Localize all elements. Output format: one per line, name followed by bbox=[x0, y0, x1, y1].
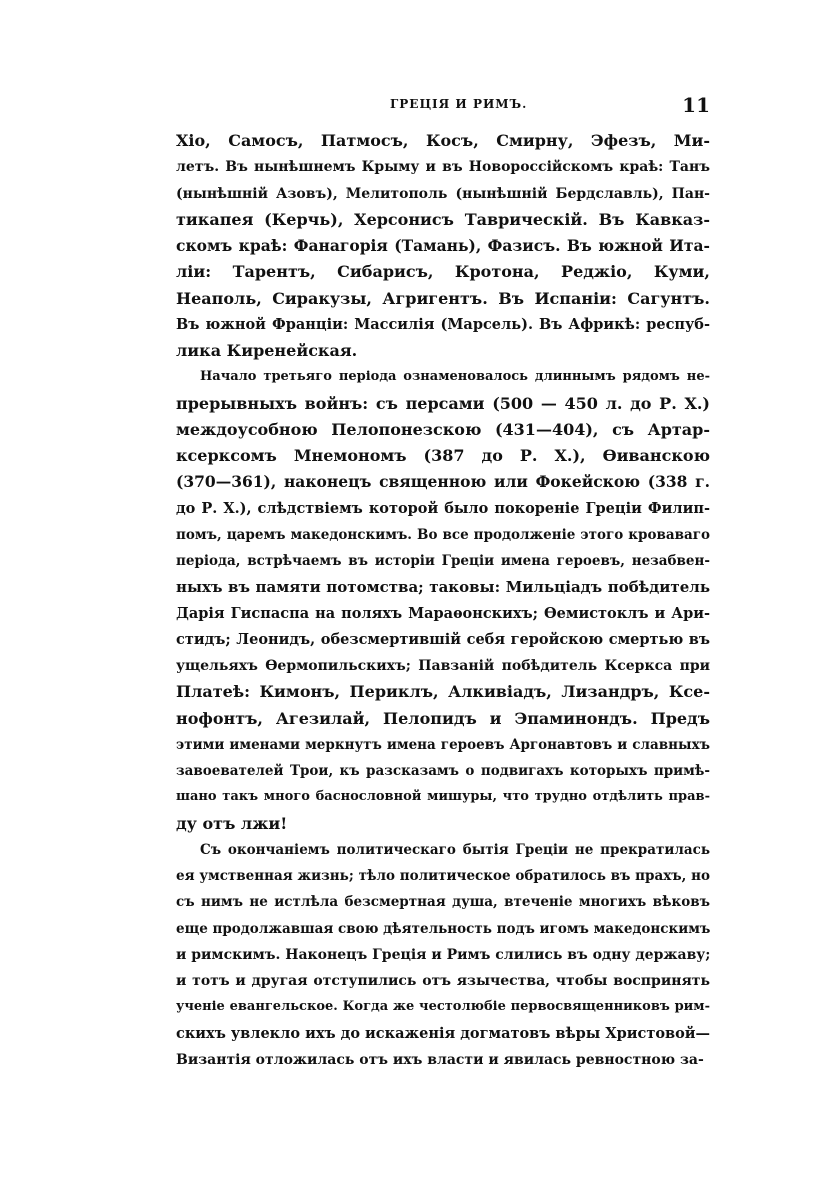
text-line: (нынѣшній Азовъ), Мелитополь (нынѣшній Бердславль), Пан- bbox=[176, 185, 710, 202]
text-line: прерывныхъ войнъ: съ персами (500 — 450 л. до Р. Х.) bbox=[176, 393, 710, 413]
text-line: летъ. Въ нынѣшнемъ Крыму и въ Новороссійскомъ краѣ: Танъ bbox=[176, 159, 710, 176]
paragraph bbox=[176, 128, 710, 364]
paragraph bbox=[176, 364, 710, 837]
text-line: нофонтъ, Агезилай, Пелопидъ и Эпаминондъ. Предъ bbox=[176, 708, 710, 728]
text-line: этими именами меркнутъ имена героевъ Аргонавтовъ и славныхъ bbox=[176, 736, 710, 753]
text-line: ду отъ лжи! bbox=[176, 813, 288, 833]
running-head bbox=[390, 93, 710, 119]
text-line: стидъ; Леонидъ, обезсмертившій себя геройскою смертью въ bbox=[176, 630, 710, 648]
text-line: Хіо, Самосъ, Патмосъ, Косъ, Смирну, Эфезъ, Ми- bbox=[176, 131, 710, 150]
text-line: и римскимъ. Наконецъ Греція и Римъ слились въ одну державу; bbox=[176, 946, 710, 963]
text-line: завоевателей Трои, къ разсказамъ о подвигахъ которыхъ примѣ- bbox=[176, 763, 710, 779]
text-line: скихъ увлекло ихъ до искаженія догматовъ вѣры Христовой— bbox=[176, 1024, 710, 1042]
running-title: ГРЕЦІЯ И РИМЪ. bbox=[390, 97, 528, 111]
text-line: ксерксомъ Мнемономъ (387 до Р. Х.), Ѳиванскою bbox=[176, 446, 710, 465]
text-line: ныхъ въ памяти потомства; таковы: Мильціадъ побѣдитель bbox=[176, 578, 710, 597]
text-line: еще продолжавшая свою дѣятельность подъ игомъ македонскимъ bbox=[176, 920, 710, 937]
text-line: Въ южной Франціи: Массилія (Марсель). Въ Африкѣ: респуб- bbox=[176, 315, 710, 333]
text-line: и тотъ и другая отступились отъ язычества, чтобы воспринять bbox=[176, 973, 710, 989]
text-line: Съ окончаніемъ политическаго бытія Греціи не прекратилась bbox=[200, 841, 710, 858]
text-line: междоусобною Пелопонезскою (431—404), съ Артар- bbox=[176, 419, 710, 439]
text-line: періода, встрѣчаемъ въ исторіи Греціи имена героевъ, незабвен- bbox=[176, 553, 710, 569]
text-line: скомъ краѣ: Фанагорія (Тамань), Фазисъ. Въ южной Ита- bbox=[176, 236, 710, 255]
text-line: ея умственная жизнь; тѣло политическое обратилось въ прахъ, но bbox=[176, 868, 710, 884]
text-line: Начало третьяго періода ознаменовалось длиннымъ рядомъ не- bbox=[200, 369, 710, 385]
text-line: Византія отложилась отъ ихъ власти и явилась ревностною за- bbox=[176, 1051, 704, 1068]
text-line: Платеѣ: Кимонъ, Периклъ, Алкивіадъ, Лизандръ, Ксе- bbox=[176, 682, 710, 702]
text-line: (370—361), наконецъ священною или Фокейскою (338 г. bbox=[176, 472, 710, 492]
text-line: Неаполь, Сиракузы, Агригентъ. Въ Испаніи: Сагунтъ. bbox=[176, 288, 710, 308]
text-line: ученіе евангельское. Когда же честолюбіе первосвященниковъ рим- bbox=[176, 999, 710, 1015]
text-line: ущельяхъ Ѳермопильскихъ; Павзаній побѣдитель Ксеркса при bbox=[176, 658, 710, 674]
body-text bbox=[176, 128, 710, 1073]
text-line: шано такъ много баснословной мишуры, что трудно отдѣлить прав- bbox=[176, 789, 710, 805]
text-line: Дарія Гиспаспа на поляхъ Мараѳонскихъ; Ѳемистоклъ и Ари- bbox=[176, 604, 710, 622]
text-line: тикапея (Керчь), Херсонисъ Таврическій. Въ Кавказ- bbox=[176, 209, 710, 229]
paragraph bbox=[176, 837, 710, 1073]
text-line: до Р. Х.), слѣдствіемъ которой было покореніе Греціи Филип- bbox=[176, 499, 710, 517]
text-line: лика Киренейская. bbox=[176, 341, 358, 360]
text-line: съ нимъ не истлѣла безсмертная душа, втеченіе многихъ вѣковъ bbox=[176, 894, 710, 911]
page-number: 11 bbox=[682, 93, 710, 117]
text-line: помъ, царемъ македонскимъ. Во все продолженіе этого кроваваго bbox=[176, 526, 710, 543]
text-line: ліи: Тарентъ, Сибарисъ, Кротона, Реджіо, Куми, bbox=[176, 262, 710, 282]
